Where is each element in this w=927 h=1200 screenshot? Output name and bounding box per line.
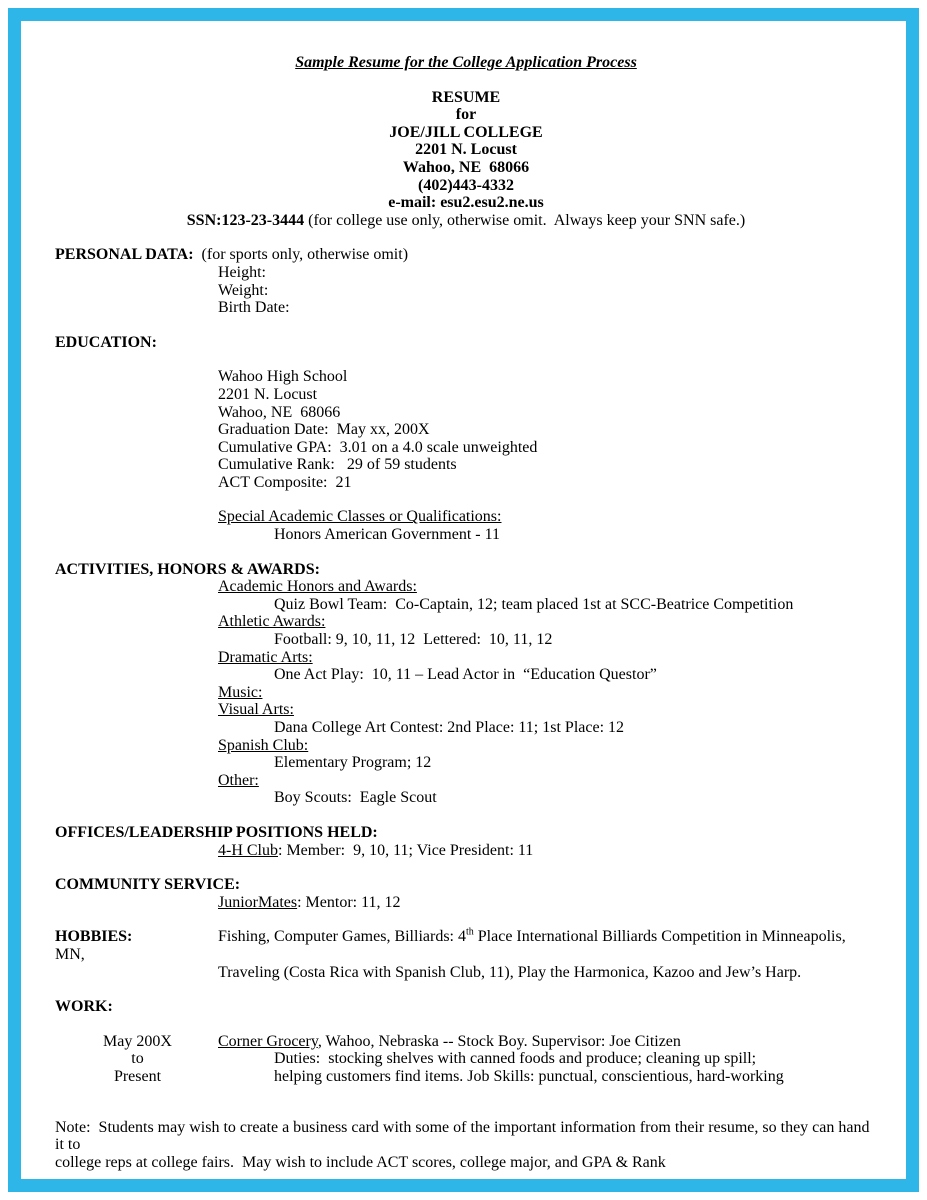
community-line: [218, 894, 877, 912]
note-line1: Note: Students may wish to create a business card with some of the important information from their resume, so they can hand it to: [55, 1118, 874, 1154]
offices-heading: OFFICES/LEADERSHIP POSITIONS HELD:: [55, 823, 378, 841]
hobbies-row: [55, 928, 877, 963]
personal-data-note: (for sports only, otherwise omit): [193, 246, 409, 264]
activities-label-other: Other:: [218, 771, 259, 789]
header-line-email: e-mail: esu2.esu2.ne.us: [388, 194, 544, 212]
document-title: Sample Resume for the College Application Process: [295, 54, 637, 71]
work-details: [218, 1033, 784, 1086]
header-line-name: JOE/JILL COLLEGE: [389, 123, 543, 141]
ssn-line: [55, 212, 877, 230]
activities-detail-visual: Dana College Art Contest: 2nd Place: 11; 1st Place: 12: [274, 719, 625, 736]
work-heading: WORK:: [55, 998, 113, 1016]
work-date-end: Present: [113, 1067, 162, 1085]
work-row: [55, 1033, 877, 1086]
special-classes-item: Honors American Government - 11: [274, 526, 501, 544]
activities-detail-spanish: Elementary Program; 12: [274, 754, 432, 772]
ssn-value: SSN:123-23-3444: [186, 211, 305, 229]
header-line-resume: RESUME: [431, 88, 501, 106]
hobbies-line1-post: Place International Billiards Competition in Minneapolis, MN,: [55, 928, 850, 963]
work-employer-line: [218, 1033, 784, 1051]
header-line-street: 2201 N. Locust: [415, 141, 517, 159]
community-detail: : Mentor: 11, 12: [297, 893, 401, 911]
activities-label-dramatic: Dramatic Arts:: [218, 648, 313, 666]
hobbies-section: [55, 928, 877, 981]
education-street: 2201 N. Locust: [218, 385, 318, 403]
resume-content: [55, 54, 877, 1171]
activities-label-visual: Visual Arts:: [218, 701, 294, 719]
education-rank: Cumulative Rank: 29 of 59 students: [218, 456, 457, 474]
offices-section: [55, 824, 877, 859]
activities-section: [55, 561, 877, 807]
field-birthdate: Birth Date:: [218, 299, 290, 317]
activities-label-athletic: Athletic Awards:: [218, 613, 326, 631]
activities-heading: ACTIVITIES, HONORS & AWARDS:: [55, 560, 320, 578]
header-line-phone: (402)443-4332: [418, 176, 514, 194]
personal-data-heading-row: [55, 246, 877, 264]
work-dates: [90, 1033, 185, 1086]
offices-detail: : Member: 9, 10, 11; Vice President: 11: [278, 841, 534, 859]
community-org: JuniorMates: [218, 893, 298, 911]
activities-label-academic: Academic Honors and Awards:: [218, 578, 417, 596]
education-school: Wahoo High School: [218, 368, 348, 386]
education-gpa: Cumulative GPA: 3.01 on a 4.0 scale unweighted: [218, 438, 538, 456]
activities-detail-athletic: Football: 9, 10, 11, 12 Lettered: 10, 11, 12: [274, 631, 553, 649]
personal-data-heading: PERSONAL DATA:: [55, 246, 194, 264]
activities-label-spanish: Spanish Club:: [218, 736, 309, 754]
activities-detail-academic: Quiz Bowl Team: Co-Captain, 12; team placed 1st at SCC-Beatrice Competition: [274, 595, 794, 613]
work-duties-line1: Duties: stocking shelves with canned foods and produce; cleaning up spill;: [274, 1050, 757, 1068]
personal-data-section: [55, 246, 877, 316]
community-section: [55, 876, 877, 911]
education-act: ACT Composite: 21: [218, 473, 352, 491]
note-line2: college reps at college fairs. May wish to include ACT scores, college major, and GPA & Rank: [55, 1153, 666, 1171]
work-duties-line2: helping customers find items. Job Skills: punctual, conscientious, hard-working: [274, 1067, 784, 1085]
work-section: [55, 998, 877, 1085]
hobbies-line1-pre: Fishing, Computer Games, Billiards: 4: [218, 928, 466, 946]
education-heading: EDUCATION:: [55, 333, 157, 351]
special-classes-heading: Special Academic Classes or Qualifications:: [218, 508, 502, 526]
education-city: Wahoo, NE 68066: [218, 403, 341, 421]
field-height: Height:: [218, 263, 266, 281]
resume-header: [55, 89, 877, 230]
work-date-start: May 200X: [103, 1032, 172, 1050]
education-section: [55, 334, 877, 544]
header-line-for: for: [455, 106, 477, 124]
work-employer: Corner Grocery: [218, 1032, 318, 1050]
work-date-to: to: [131, 1050, 144, 1068]
work-employer-rest: , Wahoo, Nebraska -- Stock Boy. Supervisor: Joe Citizen: [317, 1032, 681, 1050]
header-line-city: Wahoo, NE 68066: [402, 158, 530, 176]
education-graduation: Graduation Date: May xx, 200X: [218, 421, 430, 439]
offices-club: 4-H Club: [218, 841, 278, 859]
document-title-row: [55, 54, 877, 72]
hobbies-heading: HOBBIES:: [55, 928, 133, 946]
ssn-note: (for college use only, otherwise omit. Always keep your SNN safe.): [304, 211, 746, 229]
activities-label-music: Music:: [218, 683, 263, 701]
bottom-note: [55, 1119, 877, 1172]
hobbies-line2: Traveling (Costa Rica with Spanish Club, 11), Play the Harmonica, Kazoo and Jew’s Harp.: [218, 963, 802, 981]
activities-detail-other: Boy Scouts: Eagle Scout: [274, 789, 437, 807]
hobbies-line1-sup: th: [466, 927, 474, 939]
community-heading: COMMUNITY SERVICE:: [55, 876, 241, 894]
activities-detail-dramatic: One Act Play: 10, 11 – Lead Actor in “Education Questor”: [274, 666, 657, 684]
field-weight: Weight:: [218, 281, 269, 299]
offices-line: [218, 842, 877, 860]
